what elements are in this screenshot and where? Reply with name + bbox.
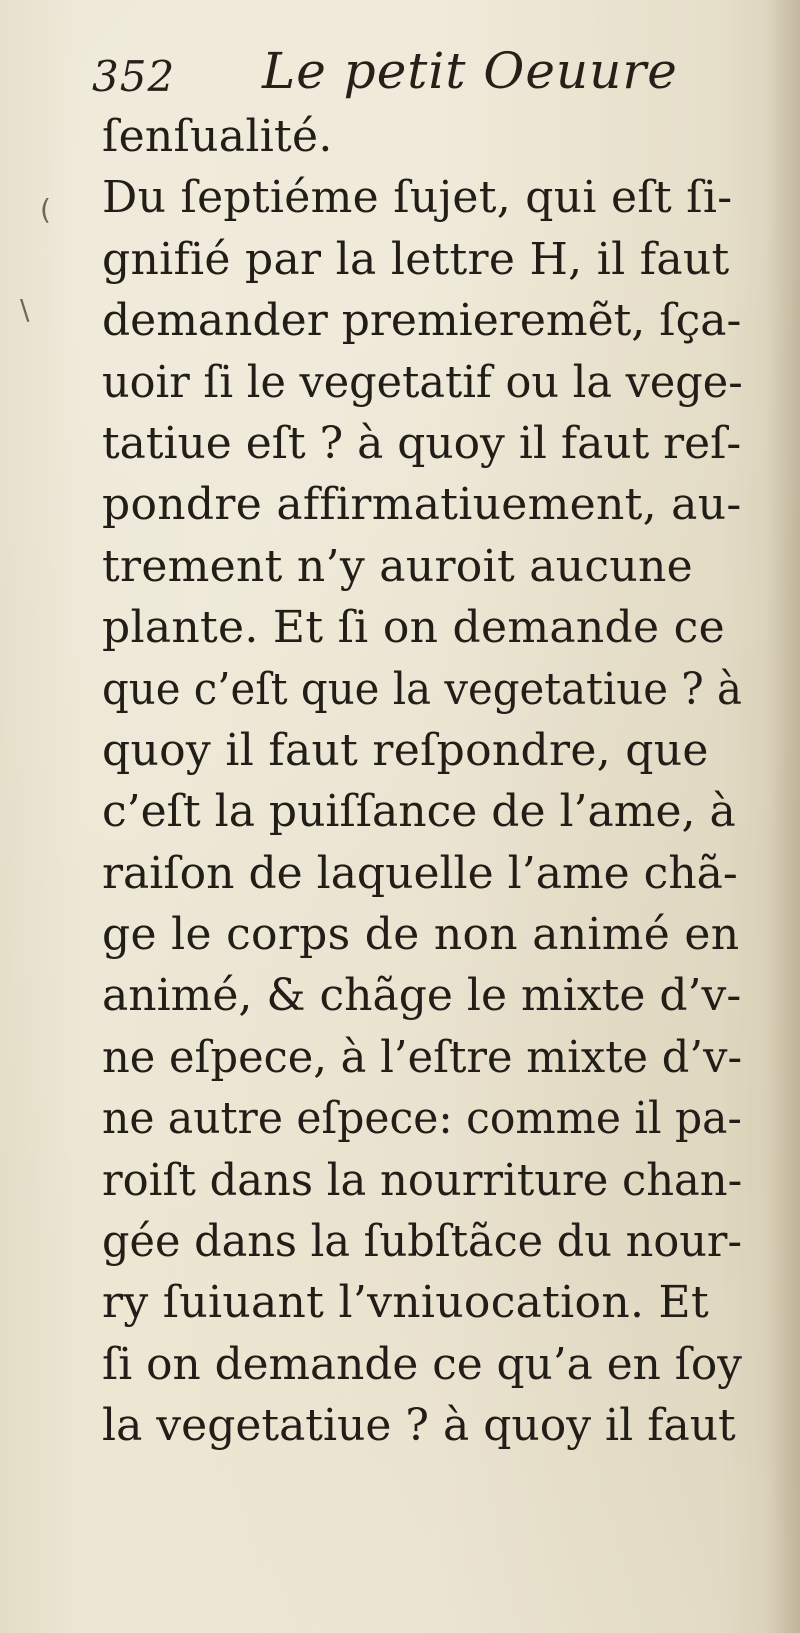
text-line: c’eſt la puiſſance de l’ame, à (102, 786, 736, 838)
text-line: pondre affirmatiuement, au- (102, 479, 742, 531)
text-line: tatiue eſt ? à quoy il faut reſ- (102, 417, 742, 469)
text-line: uoir ſi le vegetatif ou la vege- (102, 356, 743, 408)
text-line: ſenſualité. (102, 111, 333, 162)
text-line: gnifié par la lettre H, il faut (102, 233, 730, 285)
text-line: ry ſuiuant l’vniuocation. Et (102, 1277, 709, 1329)
text-line: que c’eſt que la vegetatiue ? à (102, 663, 742, 715)
text-line: quoy il faut reſpondre, que (102, 724, 709, 776)
body-text (102, 106, 742, 1457)
page-number: 352 (92, 52, 176, 101)
text-line: ſi on demande ce qu’a en ſoy (102, 1338, 743, 1390)
page-edge-shadow (766, 0, 800, 1633)
text-line: la vegetatiue ? à quoy il faut (102, 1400, 736, 1452)
running-head (92, 38, 712, 108)
text-line: plante. Et ſi on demande ce (102, 602, 725, 654)
text-line: animé, & chãge le mixte d’v- (102, 970, 742, 1022)
text-line: ge le corps de non animé en (102, 909, 740, 961)
text-line: gée dans la ſubſtãce du nour- (102, 1216, 742, 1268)
text-line: trement n’y auroit aucune (102, 540, 693, 592)
margin-ink-mark: \ (20, 293, 30, 326)
text-line: ne autre eſpece: comme il pa- (102, 1093, 742, 1145)
margin-ink-mark: ( (40, 193, 51, 226)
text-line: Du ſeptiéme ſujet, qui eſt ſi- (102, 172, 733, 224)
running-title: Le petit Oeuure (262, 42, 678, 100)
text-line: demander premieremẽt, ſça- (102, 295, 742, 347)
text-line: raiſon de laquelle l’ame chã- (102, 847, 738, 899)
text-line: roiſt dans la nourriture chan- (102, 1154, 743, 1206)
text-line: ne eſpece, à l’eſtre mixte d’v- (102, 1031, 743, 1083)
